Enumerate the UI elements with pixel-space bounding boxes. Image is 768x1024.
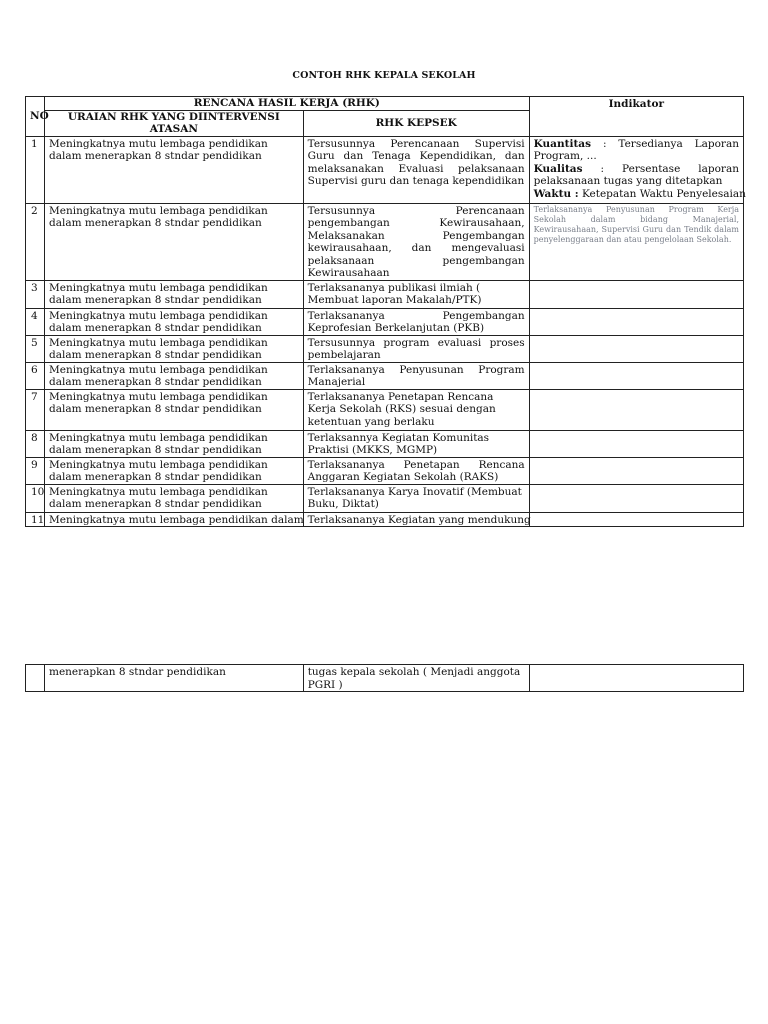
- kualitas-label: Kualitas: [533, 162, 583, 175]
- row-rhk: Tersusunnya program evaluasi proses pembelajaran: [303, 335, 529, 362]
- row-rhk: Terlaksananya Penyusunan Program Manajerial: [303, 362, 529, 389]
- kuantitas-cont: Program, ...: [533, 150, 597, 162]
- kuantitas-label: Kuantitas: [533, 137, 592, 150]
- row-indikator: [529, 136, 746, 203]
- row-indikator: [529, 430, 743, 457]
- table-row: [26, 389, 744, 430]
- table-row: [26, 308, 744, 335]
- table-row: [26, 484, 744, 512]
- row-uraian: Meningkatnya mutu lembaga pendidikan dalam: [45, 512, 304, 527]
- row-indikator: [529, 512, 743, 527]
- table-row: [26, 457, 744, 484]
- row-no: 11: [26, 512, 45, 527]
- row-uraian: Meningkatnya mutu lembaga pendidikan dalam menerapkan 8 stndar pendidikan: [45, 335, 304, 362]
- waktu-value: Ketepatan Waktu Penyelesaian: [581, 187, 746, 200]
- row-uraian: Meningkatnya mutu lembaga pendidikan dalam menerapkan 8 stndar pendidikan: [45, 430, 304, 457]
- row-no: 6: [26, 362, 45, 389]
- row-rhk: Terlaksananya Kegiatan yang mendukung: [303, 512, 529, 527]
- row-no: 2: [26, 203, 45, 280]
- row-rhk: Tersusunnya Perencanaan Supervisi Guru dan Tenaga Kependidikan, dan melaksanakan Evaluasi pelaksanaan Supervisi guru dan tenaga kependidikan: [303, 136, 529, 203]
- table-row: [26, 362, 744, 389]
- row-indikator: [529, 457, 743, 484]
- row-uraian: Meningkatnya mutu lembaga pendidikan dalam menerapkan 8 stndar pendidikan: [45, 308, 304, 335]
- kualitas-cont: pelaksanaan tugas yang ditetapkan: [533, 175, 723, 187]
- kuantitas-sep: :: [602, 137, 607, 150]
- row-indikator: [529, 280, 743, 308]
- header-rhk-kepsek: RHK KEPSEK: [303, 110, 529, 136]
- row-uraian: menerapkan 8 stndar pendidikan: [45, 665, 304, 692]
- row-uraian: Meningkatnya mutu lembaga pendidikan dalam menerapkan 8 stndar pendidikan: [45, 203, 304, 280]
- table-row: [26, 512, 744, 527]
- row-rhk: Terlaksananya Penetapan Rencana Anggaran Kegiatan Sekolah (RAKS): [303, 457, 529, 484]
- header-rhk-group: RENCANA HASIL KERJA (RHK): [45, 97, 530, 111]
- kualitas-value-1: Persentase: [622, 162, 681, 175]
- row-rhk: Terlaksananya publikasi ilmiah ( Membuat laporan Makalah/PTK): [303, 280, 529, 308]
- row-uraian: Meningkatnya mutu lembaga pendidikan dalam menerapkan 8 stndar pendidikan: [45, 457, 304, 484]
- row-rhk: Terlaksananya Penetapan Rencana Kerja Sekolah (RKS) sesuai dengan ketentuan yang berlaku: [303, 389, 529, 430]
- row-indikator: [529, 484, 743, 512]
- row-no: 9: [26, 457, 45, 484]
- row-rhk: tugas kepala sekolah ( Menjadi anggota PGRI ): [303, 665, 529, 692]
- page-title: CONTOH RHK KEPALA SEKOLAH: [292, 70, 476, 81]
- row-uraian: Meningkatnya mutu lembaga pendidikan dalam menerapkan 8 stndar pendidikan: [45, 389, 304, 430]
- table-row: [26, 280, 744, 308]
- row-no: 8: [26, 430, 45, 457]
- rhk-table-continuation: [25, 664, 744, 692]
- kuantitas-value-1: Tersedianya: [618, 137, 683, 150]
- row-uraian: Meningkatnya mutu lembaga pendidikan dalam menerapkan 8 stndar pendidikan: [45, 280, 304, 308]
- row-no: [26, 665, 45, 692]
- row-indikator: [529, 362, 743, 389]
- row-rhk: Terlaksannya Kegiatan Komunitas Praktisi (MKKS, MGMP): [303, 430, 529, 457]
- table-row: [26, 665, 744, 692]
- kuantitas-value-2: Laporan: [694, 137, 739, 150]
- kualitas-sep: :: [600, 162, 605, 175]
- waktu-label: Waktu :: [533, 187, 579, 200]
- table-row: [26, 335, 744, 362]
- row-no: 5: [26, 335, 45, 362]
- row-no: 3: [26, 280, 45, 308]
- row-rhk: Tersusunnya Perencanaan pengembangan Kewirausahaan, Melaksanakan Pengembangan kewirausahaan, dan mengevaluasi pelaksanaan pengembangan Kewirausahaan: [303, 203, 529, 280]
- row-indikator: [529, 389, 743, 430]
- row-uraian: Meningkatnya mutu lembaga pendidikan dalam menerapkan 8 stndar pendidikan: [45, 362, 304, 389]
- table-row: [26, 430, 744, 457]
- table-row: [26, 136, 744, 203]
- header-indikator: Indikator: [529, 97, 743, 137]
- row-rhk: Terlaksananya Karya Inovatif (Membuat Buku, Diktat): [303, 484, 529, 512]
- rhk-table: [25, 96, 744, 527]
- row-indikator: [529, 665, 743, 692]
- row-no: 4: [26, 308, 45, 335]
- indikator-note: Terlaksananya Penyusunan Program Kerja Sekolah dalam bidang Manajerial, Kewirausahaan, Supervisi Guru dan Tendik dalam penyelenggaraan dan atau pengelolaan Sekolah.: [533, 204, 739, 244]
- row-no: 10: [26, 484, 45, 512]
- row-indikator: [529, 203, 743, 280]
- table-row: [26, 203, 744, 280]
- kualitas-value-2: laporan: [698, 162, 739, 175]
- row-no: 1: [26, 136, 45, 203]
- row-indikator: [529, 308, 743, 335]
- row-indikator: [529, 335, 743, 362]
- header-no: NO: [26, 97, 45, 137]
- row-no: 7: [26, 389, 45, 430]
- row-rhk: Terlaksananya Pengembangan Keprofesian Berkelanjutan (PKB): [303, 308, 529, 335]
- row-uraian: Meningkatnya mutu lembaga pendidikan dalam menerapkan 8 stndar pendidikan: [45, 136, 304, 203]
- header-uraian: URAIAN RHK YANG DIINTERVENSI ATASAN: [45, 110, 304, 136]
- row-uraian: Meningkatnya mutu lembaga pendidikan dalam menerapkan 8 stndar pendidikan: [45, 484, 304, 512]
